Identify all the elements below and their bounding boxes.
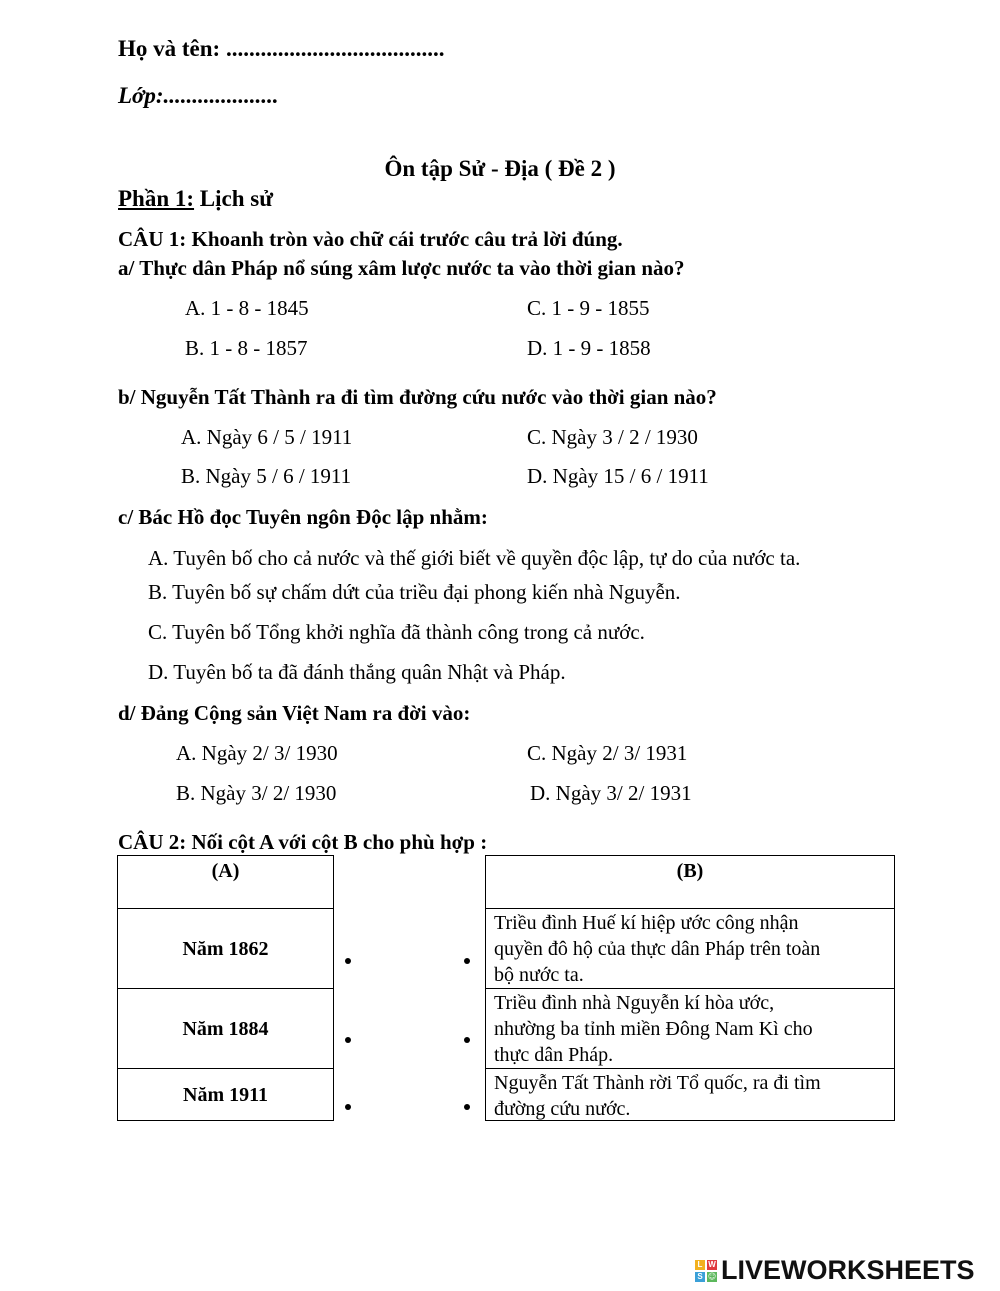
column-b-item-3-line-2: đường cứu nước. [494,1098,631,1120]
logo-tile-w: W [708,1259,716,1269]
q1a-question: a/ Thực dân Pháp nổ súng xâm lược nước ta vào thời gian nào? [118,256,685,280]
column-b-item-1-line-2: quyền đô hộ của thực dân Pháp trên toàn [494,938,821,960]
q1c-question: c/ Bác Hồ đọc Tuyên ngôn Độc lập nhằm: [118,505,488,529]
column-b-item-3[interactable] [486,1068,894,1120]
column-b-table [485,855,895,1121]
logo-tile-s: S [695,1272,705,1282]
q1b-option-d[interactable]: D. Ngày 15 / 6 / 1911 [527,464,709,488]
column-a-item-1884[interactable]: Năm 1884 [118,988,333,1069]
q1d-option-a[interactable]: A. Ngày 2/ 3/ 1930 [176,741,338,765]
column-b-item-2-line-3: thực dân Pháp. [494,1044,614,1066]
q1-heading: CÂU 1: Khoanh tròn vào chữ cái trước câu trả lời đúng. [118,227,623,251]
column-b-item-2-line-1: Triều đình nhà Nguyễn kí hòa ước, [494,992,775,1014]
q1b-option-b[interactable]: B. Ngày 5 / 6 / 1911 [181,464,352,488]
column-a-item-1862[interactable]: Năm 1862 [118,908,333,989]
column-b-item-1[interactable] [486,908,894,988]
liveworksheets-logo-icon [695,1260,717,1282]
q1c-option-b[interactable]: B. Tuyên bố sự chấm dứt của triều đại phong kiến nhà Nguyễn. [148,580,681,604]
column-b-item-3-line-1: Nguyễn Tất Thành rời Tổ quốc, ra đi tìm [494,1072,821,1094]
logo-tile-l: L [695,1260,705,1270]
column-b-item-1-line-1: Triều đình Huế kí hiệp ước công nhận [494,912,799,934]
q1d-option-c[interactable]: C. Ngày 2/ 3/ 1931 [527,741,688,765]
class-field-label: Lớp:.................... [118,83,279,108]
q1a-option-d[interactable]: D. 1 - 9 - 1858 [527,336,651,360]
connector-dot-b2[interactable] [464,1037,470,1043]
connector-dot-a3[interactable] [345,1104,351,1110]
column-b-header: (B) [676,860,704,882]
q2-heading: CÂU 2: Nối cột A với cột B cho phù hợp : [118,830,488,854]
part1-heading [118,186,273,212]
liveworksheets-logo [695,1255,975,1286]
q1a-option-b[interactable]: B. 1 - 8 - 1857 [185,336,308,360]
connector-dot-b1[interactable] [464,958,470,964]
q1d-question: d/ Đảng Cộng sản Việt Nam ra đời vào: [118,701,471,725]
column-b-item-2-line-2: nhường ba tỉnh miền Đông Nam Kì cho [494,1018,813,1040]
connector-dot-a2[interactable] [345,1037,351,1043]
logo-tile-smile: ☺ [707,1271,717,1281]
column-b-item-2[interactable] [486,988,894,1068]
part1-label: Phần 1: [118,186,195,211]
q1d-option-b[interactable]: B. Ngày 3/ 2/ 1930 [176,781,337,805]
q1c-option-a[interactable]: A. Tuyên bố cho cả nước và thế giới biết về quyền độc lập, tự do của nước ta. [148,546,801,570]
column-b-item-1-line-3: bộ nước ta. [494,964,584,986]
liveworksheets-wordmark: LIVEWORKSHEETS [721,1255,975,1285]
part1-subject: Lịch sử [194,186,274,211]
q1a-option-c[interactable]: C. 1 - 9 - 1855 [527,296,650,320]
column-a-table [117,855,334,1121]
q1b-option-c[interactable]: C. Ngày 3 / 2 / 1930 [527,425,698,449]
connector-dot-b3[interactable] [464,1104,470,1110]
q1b-option-a[interactable]: A. Ngày 6 / 5 / 1911 [181,425,353,449]
q1b-question: b/ Nguyễn Tất Thành ra đi tìm đường cứu nước vào thời gian nào? [118,385,717,409]
q1a-option-a[interactable]: A. 1 - 8 - 1845 [185,296,309,320]
name-field-label: Họ và tên: ...................................... [118,36,445,61]
page-title: Ôn tập Sử - Địa ( Đề 2 ) [384,156,616,181]
column-a-item-1911[interactable]: Năm 1911 [118,1068,333,1121]
connector-dot-a1[interactable] [345,958,351,964]
q1c-option-c[interactable]: C. Tuyên bố Tổng khởi nghĩa đã thành công trong cả nước. [148,620,645,644]
q1d-option-d[interactable]: D. Ngày 3/ 2/ 1931 [530,781,692,805]
column-a-header: (A) [211,860,240,882]
q1c-option-d[interactable]: D. Tuyên bố ta đã đánh thắng quân Nhật và Pháp. [148,660,566,684]
